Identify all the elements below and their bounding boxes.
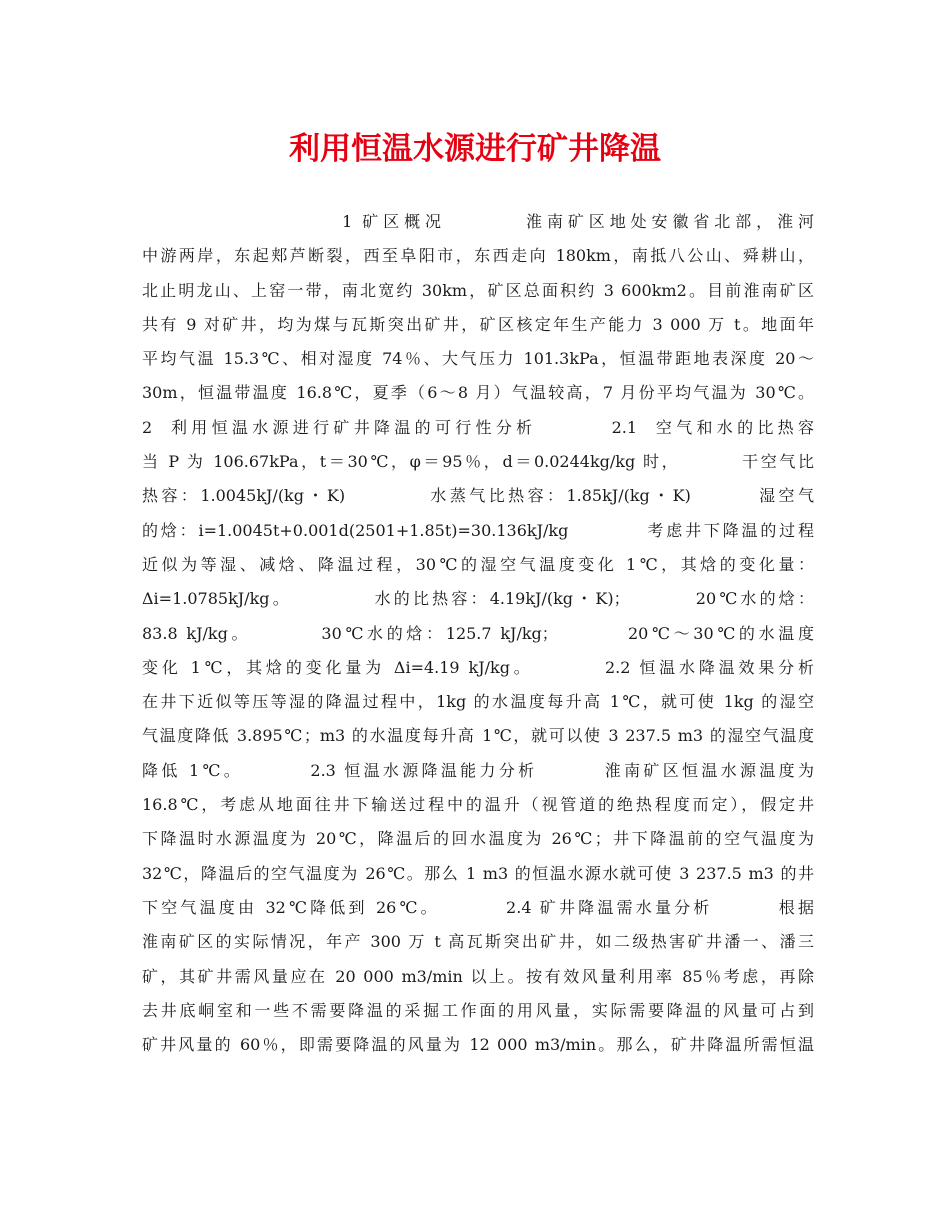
body-line: 矿井风量的 60％，即需要降温的风量为 12 000 m3/min。那么，矿井降温所需恒温: [142, 1035, 814, 1055]
document-title: 利用恒温水源进行矿井降温: [289, 131, 661, 167]
body-line: 平均气温 15.3℃、相对湿度 74％、大气压力 101.3kPa，恒温带距地表深度 20～: [142, 349, 814, 369]
body-line: 当 P 为 106.67kPa，t＝30℃，φ＝95％，d＝0.0244kg/kg 时， 干空气比: [142, 452, 814, 472]
body-line: 下降温时水源温度为 20℃，降温后的回水温度为 26℃；井下降温前的空气温度为: [142, 829, 814, 849]
body-line: 1 矿区概况 淮南矿区地处安徽省北部，淮河: [142, 212, 814, 231]
body-line: 近似为等湿、减焓、降温过程，30℃的湿空气温度变化 1℃，其焓的变化量：: [142, 554, 814, 574]
body-line: 淮南矿区的实际情况，年产 300 万 t 高瓦斯突出矿井，如二级热害矿井潘一、潘三: [142, 932, 814, 952]
body-line: 矿，其矿井需风量应在 20 000 m3/min 以上。按有效风量利用率 85％考虑，再除: [142, 966, 814, 986]
body-line: 热容：1.0045kJ/(kg・K) 水蒸气比热容：1.85kJ/(kg・K) 湿空气: [142, 486, 814, 506]
body-line: 去井底峒室和一些不需要降温的采掘工作面的用风量，实际需要降温的风量可占到: [142, 1000, 814, 1020]
body-line: Δi=1.0785kJ/kg。 水的比热容：4.19kJ/(kg・K)； 20℃水的焓：: [142, 589, 814, 609]
body-line: 16.8℃，考虑从地面往井下输送过程中的温升（视管道的绝热程度而定），假定井: [142, 795, 814, 815]
body-line: 气温度降低 3.895℃；m3 的水温度每升高 1℃，就可以使 3 237.5 m3 的湿空气温度: [142, 726, 814, 746]
body-line: 共有 9 对矿井，均为煤与瓦斯突出矿井，矿区核定年生产能力 3 000 万 t。地面年: [142, 314, 814, 334]
document-body: [142, 205, 814, 1062]
body-line: 83.8 kJ/kg。 30℃水的焓：125.7 kJ/kg； 20℃～30℃的水温度: [142, 623, 814, 643]
body-line: 变化 1℃，其焓的变化量为 Δi=4.19 kJ/kg。 2.2 恒温水降温效果分析: [142, 657, 814, 677]
body-line: 的焓：i=1.0045t+0.001d(2501+1.85t)=30.136kJ/kg 考虑井下降温的过程: [142, 520, 814, 540]
body-line: 2 利用恒温水源进行矿井降温的可行性分析 2.1 空气和水的比热容: [142, 417, 814, 437]
body-line: 北止明龙山、上窑一带，南北宽约 30km，矿区总面积约 3 600km2。目前淮南矿区: [142, 280, 814, 300]
body-line: 降低 1℃。 2.3 恒温水源降温能力分析 淮南矿区恒温水源温度为: [142, 760, 814, 780]
body-line: 30m，恒温带温度 16.8℃，夏季（6～8 月）气温较高，7 月份平均气温为 30℃。: [142, 383, 814, 403]
body-line: 中游两岸，东起郏芦断裂，西至阜阳市，东西走向 180km，南抵八公山、舜耕山，: [142, 246, 814, 266]
body-line: 32℃，降温后的空气温度为 26℃。那么 1 m3 的恒温水源水就可使 3 237.5 m3 的井: [142, 863, 814, 883]
body-line: 在井下近似等压等湿的降温过程中，1kg 的水温度每升高 1℃，就可使 1kg 的湿空: [142, 692, 814, 712]
body-line: 下空气温度由 32℃降低到 26℃。 2.4 矿井降温需水量分析 根据: [142, 897, 814, 917]
